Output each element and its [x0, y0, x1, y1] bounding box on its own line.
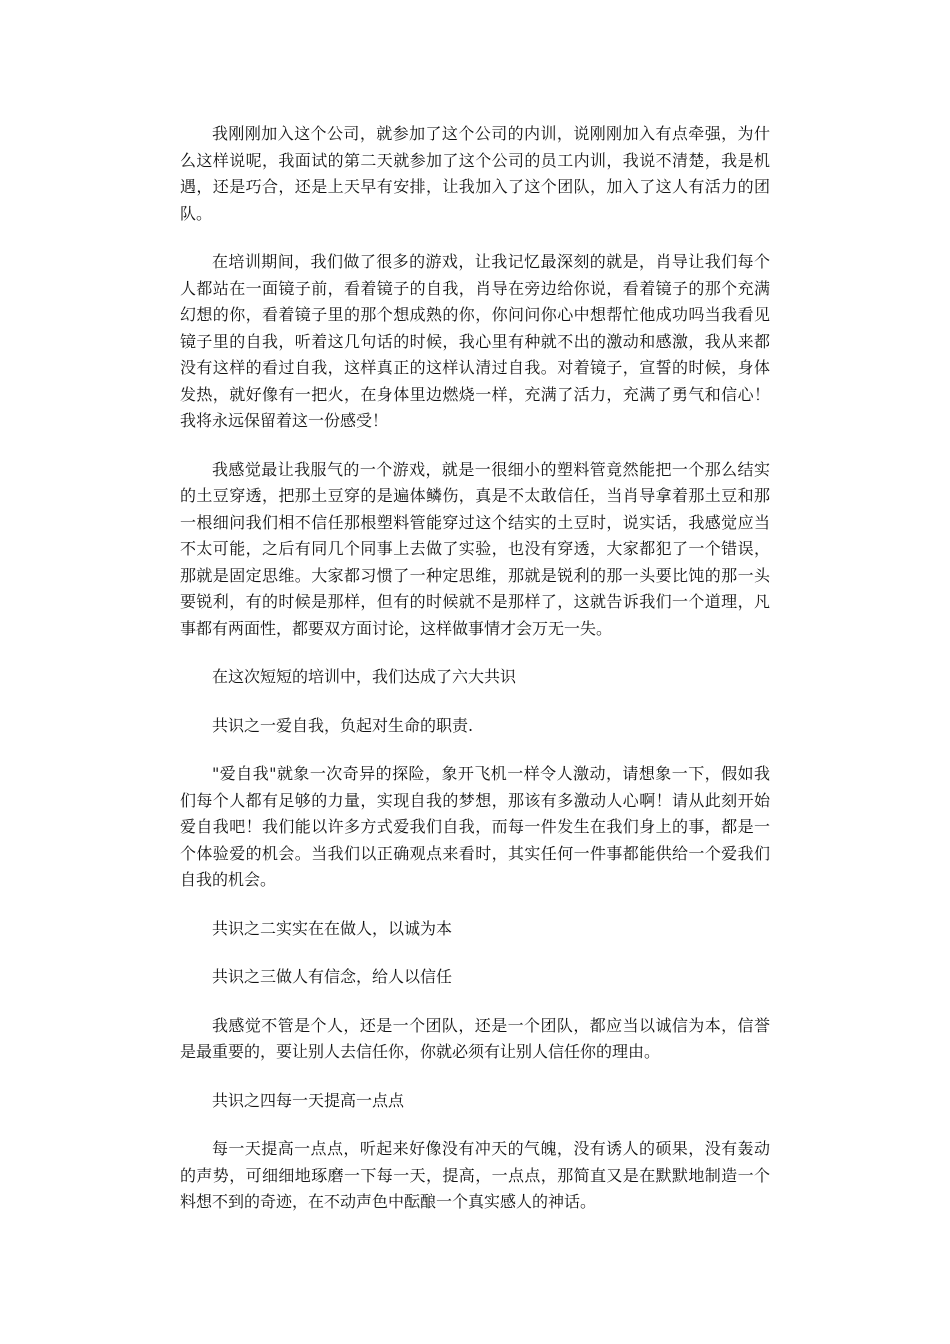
heading-consensus-1: 共识之一爱自我，负起对生命的职责.	[212, 715, 474, 735]
paragraph-daily-improvement: 每一天提高一点点，听起来好像没有冲天的气魄，没有诱人的硕果，没有轰动的声势，可细细地琢磨一下每一天，提高，一点点，那简直又是在默默地制造一个料想不到的奇迹，在不动声色中酝酿一个真实感人的神话。	[180, 1139, 770, 1211]
heading-consensus-2: 共识之二实实在在做人，以诚为本	[212, 918, 453, 938]
paragraph-potato-game: 我感觉最让我服气的一个游戏，就是一很细小的塑料管竟然能把一个那么结实的土豆穿透，把那土豆穿的是遍体鳞伤，真是不太敢信任，当肖导拿着那土豆和那一根细问我们相不信任那根塑料管能穿过这个结实的土豆时，说实话，我感觉应当不太可能，之后有同几个同事上去做了实验，也没有穿透，大家都犯了一个错误，那就是固定思维。大家都习惯了一种定思维，那就是锐利的那一头要比饨的那一头要锐利，有的时候是那样，但有的时候就不是那样了，这就告诉我们一个道理，凡事都有两面性，都要双方面讨论，这样做事情才会万无一失。	[180, 459, 770, 638]
paragraph-integrity: 我感觉不管是个人，还是一个团队，还是一个团队，都应当以诚信为本，信誉是最重要的，要让别人去信任你，你就必须有让别人信任你的理由。	[180, 1015, 770, 1061]
paragraph-intro: 我刚刚加入这个公司，就参加了这个公司的内训，说刚刚加入有点牵强，为什么这样说呢，我面试的第二天就参加了这个公司的员工内训，我说不清楚，我是机遇，还是巧合，还是上天早有安排，让我加入了这个团队，加入了这人有活力的团队。	[180, 124, 770, 223]
document-body	[180, 121, 770, 1216]
paragraph-mirror-game: 在培训期间，我们做了很多的游戏，让我记忆最深刻的就是，肖导让我们每个人都站在一面镜子前，看着镜子的自我，肖导在旁边给你说，看着镜子的那个充满幻想的你，看着镜子里的那个想成熟的你，你问问你心中想帮忙他成功吗当我看见镜子里的自我，听着这几句话的时候，我心里有种就不出的激动和感激，我从来都没有这样的看过自我，这样真正的这样认清过自我。对着镜子，宣誓的时候，身体发热，就好像有一把火，在身体里边燃烧一样，充满了活力，充满了勇气和信心！我将永远保留着这一份感受！	[180, 252, 770, 430]
heading-consensus-4: 共识之四每一天提高一点点	[212, 1090, 405, 1110]
paragraph-six-consensus: 在这次短短的培训中，我们达成了六大共识	[212, 667, 517, 686]
heading-consensus-3: 共识之三做人有信念，给人以信任	[212, 967, 453, 986]
paragraph-love-self: "爱自我"就象一次奇异的探险，象开飞机一样令人激动，请想象一下，假如我们每个人都有足够的力量，实现自我的梦想，那该有多激动人心啊！请从此刻开始爱自我吧！我们能以许多方式爱我们自我，而每一件发生在我们身上的事，都是一个体验爱的机会。当我们以正确观点来看时，其实任何一件事都能供给一个爱我们自我的机会。	[180, 764, 770, 889]
